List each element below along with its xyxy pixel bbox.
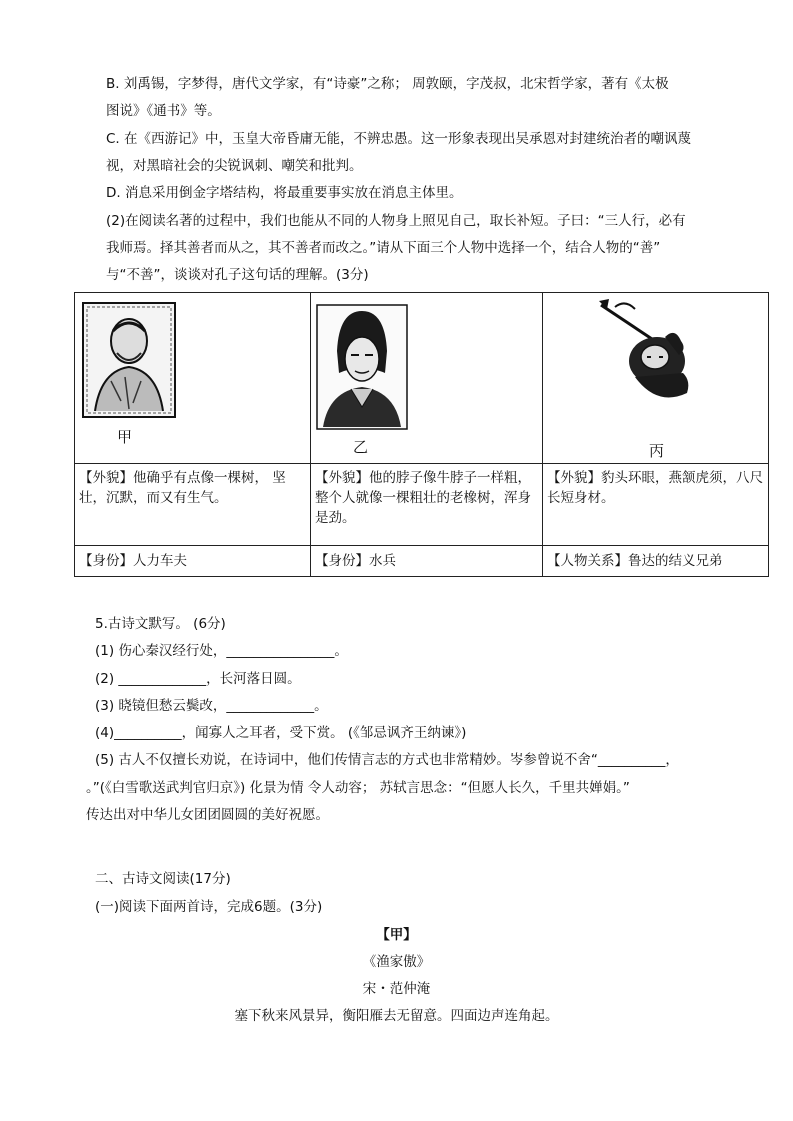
option-d-line1: D. 消息采用倒金字塔结构，将最重要事实放在消息主体里。 [106, 185, 463, 201]
question-5-item5-line3: 传达出对中华儿女团团圆圆的美好祝愿。 [86, 807, 329, 823]
character-a-appearance: 【外貌】他确乎有点像一棵树， 坚壮，沉默，而又有生气。 [75, 464, 311, 546]
portrait-c-image [595, 297, 699, 409]
poem-title: 《渔家傲》 [362, 954, 431, 970]
question-5-item3: (3) 晓镜但愁云鬓改，_____________。 [95, 698, 328, 714]
option-b-line2: 图说》《通书》等。 [106, 103, 221, 119]
section-2-title: 二、古诗文阅读(17分) [95, 871, 231, 887]
question-5-item5-line1: (5) 古人不仅擅长劝说，在诗词中，他们传情言志的方式也非常精妙。岑参曾说不舍“__________， [95, 752, 679, 768]
question-5-title: 5.古诗文默写。 (6分) [95, 616, 226, 632]
character-a-label: 甲 [117, 428, 133, 446]
question-5-item4: (4)__________，闻寡人之耳者，受下赏。 (《邹忌讽齐王纳谏》) [95, 725, 467, 741]
character-a-image-cell [75, 293, 311, 464]
character-b-identity: 【身份】水兵 [311, 546, 543, 577]
character-b-appearance: 【外貌】他的脖子像牛脖子一样粗，整个人就像一棵粗壮的老橡树，浑身是劲。 [311, 464, 543, 546]
question-5-item5-line2: 。”(《白雪歌送武判官归京》) 化景为情 令人动容； 苏轼言思念：“但愿人长久，千里共婵娟。” [86, 780, 630, 796]
character-c-label: 丙 [649, 442, 665, 460]
poem-line-1: 塞下秋来风景异，衡阳雁去无留意。四面边声连角起。 [234, 1008, 559, 1024]
character-a-identity: 【身份】人力车夫 [75, 546, 311, 577]
option-b-line1: B. 刘禹锡，字梦得，唐代文学家，有“诗豪”之称； 周敦颐，字茂叔，北宋哲学家，著有《太极 [106, 76, 669, 92]
character-table [74, 292, 769, 577]
character-b-label: 乙 [353, 438, 369, 456]
poem-author: 宋・范仲淹 [362, 981, 431, 997]
question-2-line1: (2)在阅读名著的过程中，我们也能从不同的人物身上照见自己，取长补短。子曰：“三人行，必有 [106, 213, 686, 229]
section-2-subtitle: (一)阅读下面两首诗，完成6题。(3分) [95, 899, 323, 915]
character-c-identity: 【人物关系】鲁达的结义兄弟 [543, 546, 769, 577]
option-c-line2: 视，对黑暗社会的尖锐讽刺、嘲笑和批判。 [106, 158, 363, 174]
question-5-item1: (1) 伤心秦汉经行处，________________。 [95, 643, 348, 659]
character-b-image-cell [311, 293, 543, 464]
question-5-item2: (2) _____________，长河落日圆。 [95, 671, 301, 687]
question-2-line3: 与“不善”，谈谈对孔子这句话的理解。(3分) [106, 267, 369, 283]
portrait-b-image [315, 303, 409, 431]
question-2-line2: 我师焉。择其善者而从之，其不善者而改之。”请从下面三个人物中选择一个，结合人物的“善” [106, 240, 661, 256]
character-c-appearance: 【外貌】豹头环眼，燕颔虎须，八尺长短身材。 [543, 464, 769, 546]
character-c-image-cell [543, 293, 769, 464]
poem-tag: 【甲】 [376, 927, 417, 943]
portrait-a-image [81, 301, 177, 419]
option-c-line1: C. 在《西游记》中，玉皇大帝昏庸无能，不辨忠愚。这一形象表现出吴承恩对封建统治者的嘲讽蔑 [106, 131, 692, 147]
